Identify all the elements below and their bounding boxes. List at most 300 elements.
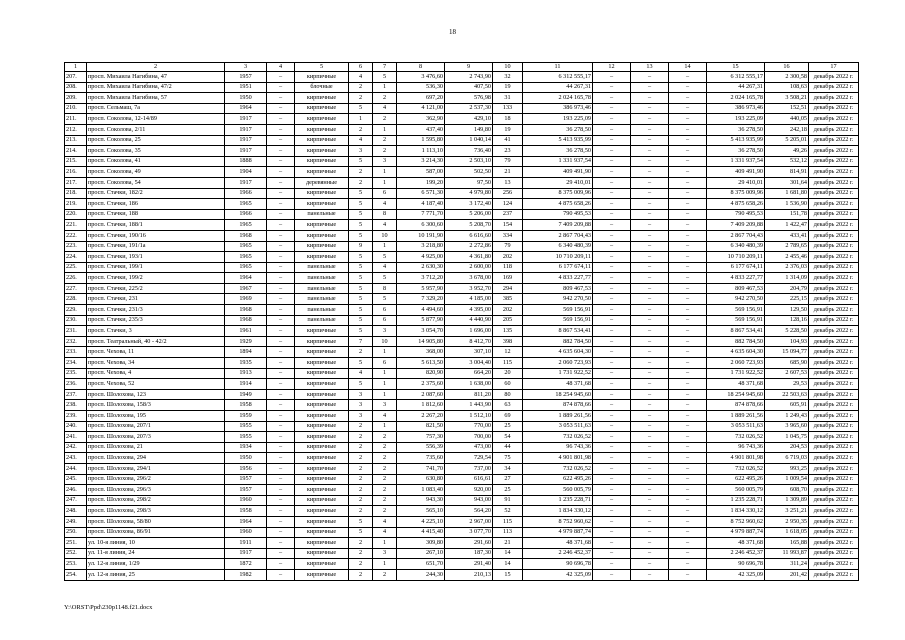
table-cell: кирпичные — [295, 400, 349, 411]
table-cell: 14 — [493, 559, 523, 570]
table-cell: – — [669, 569, 707, 580]
table-cell: 31 — [493, 93, 523, 104]
table-cell: – — [593, 252, 631, 263]
table-cell: – — [631, 379, 669, 390]
table-cell: 1917 — [225, 124, 267, 135]
table-cell: 1960 — [225, 527, 267, 538]
table-cell: – — [267, 177, 295, 188]
table-cell: – — [669, 188, 707, 199]
table-cell: 2 607,53 — [765, 368, 809, 379]
table-row — [65, 442, 859, 453]
table-cell: 1 045,75 — [765, 432, 809, 443]
table-cell: 5 957,90 — [397, 283, 445, 294]
table-cell: 1917 — [225, 114, 267, 125]
table-cell: – — [267, 82, 295, 93]
column-header: 2 — [87, 63, 225, 72]
table-cell: просп. Шолохова, 86/91 — [87, 527, 225, 538]
table-row — [65, 305, 859, 316]
table-cell: – — [669, 516, 707, 527]
table-cell: – — [593, 315, 631, 326]
table-cell: декабрь 2022 г. — [809, 379, 859, 390]
table-row — [65, 569, 859, 580]
table-cell: 1 681,80 — [765, 188, 809, 199]
table-cell: 6 719,03 — [765, 453, 809, 464]
table-cell: 219. — [65, 199, 87, 210]
table-cell: – — [593, 400, 631, 411]
table-cell: декабрь 2022 г. — [809, 358, 859, 369]
table-cell: 25 — [493, 421, 523, 432]
table-cell: 5 — [349, 273, 373, 284]
table-cell: 409 491,90 — [707, 167, 765, 178]
table-cell: 79 — [493, 241, 523, 252]
table-cell: 294 — [493, 283, 523, 294]
table-cell: просп. Шолохова, 296/3 — [87, 485, 225, 496]
table-cell: просп. Чехова, 34 — [87, 358, 225, 369]
table-cell: 560 005,79 — [707, 485, 765, 496]
table-cell: 536,30 — [397, 82, 445, 93]
table-cell: 6 312 555,17 — [707, 72, 765, 83]
table-cell: просп. Михаила Нагибина, 47 — [87, 72, 225, 83]
table-row — [65, 379, 859, 390]
table-cell: декабрь 2022 г. — [809, 538, 859, 549]
table-cell: – — [267, 114, 295, 125]
table-cell: 5 — [373, 294, 397, 305]
column-header: 15 — [707, 63, 765, 72]
table-cell: – — [631, 453, 669, 464]
table-cell: кирпичные — [295, 220, 349, 231]
table-cell: 3 — [373, 156, 397, 167]
table-cell: декабрь 2022 г. — [809, 453, 859, 464]
table-cell: – — [631, 559, 669, 570]
table-cell: 1917 — [225, 135, 267, 146]
table-row — [65, 453, 859, 464]
table-cell: – — [267, 432, 295, 443]
table-cell: – — [593, 230, 631, 241]
table-cell: просп. Шолохова, 298/3 — [87, 506, 225, 517]
table-cell: 741,70 — [397, 463, 445, 474]
table-cell: 4 — [373, 516, 397, 527]
table-cell: просп. Стачки, 182/2 — [87, 188, 225, 199]
table-cell: – — [669, 421, 707, 432]
table-cell: 942 270,50 — [707, 294, 765, 305]
table-cell: 8 375 009,96 — [523, 188, 593, 199]
table-cell: 90 696,78 — [523, 559, 593, 570]
column-header: 14 — [669, 63, 707, 72]
table-cell: 20 — [493, 368, 523, 379]
table-cell: 18 254 945,60 — [523, 389, 593, 400]
table-cell: 3 952,70 — [445, 283, 493, 294]
table-cell: просп. Сельмаш, 7а — [87, 103, 225, 114]
table-cell: 60 — [493, 379, 523, 390]
table-cell: просп. Чехова, 11 — [87, 347, 225, 358]
table-row — [65, 315, 859, 326]
table-cell: декабрь 2022 г. — [809, 262, 859, 273]
table-cell: 19 — [493, 124, 523, 135]
table-cell: – — [267, 230, 295, 241]
table-cell: 3 — [373, 326, 397, 337]
table-cell: – — [669, 103, 707, 114]
table-cell: 2 375,60 — [397, 379, 445, 390]
table-cell: панельные — [295, 315, 349, 326]
table-cell: 4 — [373, 262, 397, 273]
table-cell: кирпичные — [295, 72, 349, 83]
table-cell: декабрь 2022 г. — [809, 389, 859, 400]
table-cell: 236. — [65, 379, 87, 390]
table-cell: – — [631, 421, 669, 432]
table-cell: просп. Шолохова, 207/1 — [87, 421, 225, 432]
column-header: 6 — [349, 63, 373, 72]
table-cell: просп. Стачки, 231/3 — [87, 305, 225, 316]
table-cell: 4 833 227,77 — [707, 273, 765, 284]
table-cell: 2 — [349, 82, 373, 93]
table-cell: 4 925,00 — [397, 252, 445, 263]
table-cell: – — [631, 432, 669, 443]
table-cell: 2 — [349, 474, 373, 485]
table-cell: – — [631, 82, 669, 93]
table-cell: декабрь 2022 г. — [809, 485, 859, 496]
table-cell: – — [631, 241, 669, 252]
table-cell: 113 — [493, 527, 523, 538]
table-cell: – — [669, 538, 707, 549]
table-cell: 5 — [349, 209, 373, 220]
table-cell: 433,41 — [765, 230, 809, 241]
table-row — [65, 411, 859, 422]
table-cell: 2 — [373, 495, 397, 506]
table-row — [65, 93, 859, 104]
table-cell: 398 — [493, 336, 523, 347]
table-cell: 3 476,60 — [397, 72, 445, 83]
table-cell: 735,60 — [397, 453, 445, 464]
table-cell: – — [669, 326, 707, 337]
column-header: 16 — [765, 63, 809, 72]
table-cell: 151,78 — [765, 209, 809, 220]
table-cell: 42 325,09 — [707, 569, 765, 580]
table-cell: – — [669, 146, 707, 157]
table-cell: 5 — [349, 283, 373, 294]
column-header: 12 — [593, 63, 631, 72]
table-cell: кирпичные — [295, 336, 349, 347]
table-cell: декабрь 2022 г. — [809, 336, 859, 347]
table-cell: 217. — [65, 177, 87, 188]
table-cell: просп. Стачки, 3 — [87, 326, 225, 337]
table-cell: просп. Шолохова, 123 — [87, 389, 225, 400]
table-row — [65, 347, 859, 358]
table-row — [65, 72, 859, 83]
table-cell: – — [593, 358, 631, 369]
table-cell: кирпичные — [295, 559, 349, 570]
table-cell: 564,20 — [445, 506, 493, 517]
table-cell: – — [267, 103, 295, 114]
table-cell: 409 491,90 — [523, 167, 593, 178]
table-cell: 5 — [349, 315, 373, 326]
table-cell: 8 412,70 — [445, 336, 493, 347]
column-header: 8 — [397, 63, 445, 72]
table-cell: – — [593, 177, 631, 188]
table-row — [65, 495, 859, 506]
table-cell: 1 — [373, 368, 397, 379]
table-cell: 48 371,68 — [523, 379, 593, 390]
table-cell: 1 — [373, 124, 397, 135]
table-cell: 108,63 — [765, 82, 809, 93]
table-cell: 248. — [65, 506, 87, 517]
table-cell: – — [631, 220, 669, 231]
table-cell: декабрь 2022 г. — [809, 432, 859, 443]
table-cell: панельные — [295, 283, 349, 294]
table-cell: 1917 — [225, 548, 267, 559]
table-cell: кирпичные — [295, 432, 349, 443]
table-row — [65, 209, 859, 220]
table-cell: 1958 — [225, 506, 267, 517]
table-cell: – — [593, 538, 631, 549]
table-cell: 2 503,10 — [445, 156, 493, 167]
table-cell: – — [631, 167, 669, 178]
table-cell: 1 834 330,12 — [707, 506, 765, 517]
table-cell: 199,20 — [397, 177, 445, 188]
table-cell: 5 205,01 — [765, 135, 809, 146]
table-cell: просп. Стачки, 231 — [87, 294, 225, 305]
table-cell: 4 440,90 — [445, 315, 493, 326]
table-cell: 1 040,14 — [445, 135, 493, 146]
table-cell: – — [669, 294, 707, 305]
table-cell: 809 467,53 — [707, 283, 765, 294]
table-cell: – — [669, 411, 707, 422]
table-cell: – — [631, 527, 669, 538]
table-cell: – — [669, 167, 707, 178]
table-cell: 1 638,00 — [445, 379, 493, 390]
table-cell: 12 — [493, 347, 523, 358]
table-cell: – — [631, 474, 669, 485]
table-cell: 1968 — [225, 315, 267, 326]
table-cell: 6 — [373, 188, 397, 199]
table-cell: 5 — [349, 294, 373, 305]
table-cell: 2 — [349, 432, 373, 443]
table-cell: декабрь 2022 г. — [809, 495, 859, 506]
table-cell: – — [631, 336, 669, 347]
table-cell: 1955 — [225, 432, 267, 443]
table-cell: ул. 11-я линия, 24 — [87, 548, 225, 559]
table-cell: 5 — [349, 252, 373, 263]
table-cell: – — [267, 516, 295, 527]
table-cell: 115 — [493, 358, 523, 369]
table-cell: 473,00 — [445, 442, 493, 453]
table-cell: 234. — [65, 358, 87, 369]
table-cell: – — [267, 400, 295, 411]
table-cell: 44 — [493, 442, 523, 453]
table-cell: кирпичные — [295, 230, 349, 241]
table-cell: 1950 — [225, 453, 267, 464]
table-cell: 874 878,66 — [523, 400, 593, 411]
table-cell: – — [669, 82, 707, 93]
table-cell: 243. — [65, 453, 87, 464]
table-cell: 15 094,77 — [765, 347, 809, 358]
table-cell: 208. — [65, 82, 87, 93]
table-cell: – — [593, 156, 631, 167]
table-cell: 2 950,35 — [765, 516, 809, 527]
table-cell: кирпичные — [295, 379, 349, 390]
table-cell: 8 752 960,62 — [523, 516, 593, 527]
table-row — [65, 283, 859, 294]
table-cell: 820,90 — [397, 368, 445, 379]
table-cell: декабрь 2022 г. — [809, 220, 859, 231]
table-cell: 21 — [493, 167, 523, 178]
table-cell: 882 784,50 — [523, 336, 593, 347]
table-cell: 25 — [493, 485, 523, 496]
table-cell: – — [267, 294, 295, 305]
table-cell: просп. Стачки, 188 — [87, 209, 225, 220]
table-cell: 96 743,36 — [523, 442, 593, 453]
table-cell: – — [631, 442, 669, 453]
table-cell: 7 771,70 — [397, 209, 445, 220]
table-cell: 732 026,52 — [523, 432, 593, 443]
table-cell: 1969 — [225, 294, 267, 305]
table-cell: 251. — [65, 538, 87, 549]
table-cell: панельные — [295, 209, 349, 220]
table-cell: – — [593, 93, 631, 104]
table-cell: – — [593, 559, 631, 570]
table-cell: 1 113,10 — [397, 146, 445, 157]
table-cell: просп. Соколова, 35 — [87, 146, 225, 157]
table-cell: 229. — [65, 305, 87, 316]
table-cell: – — [669, 548, 707, 559]
table-cell: декабрь 2022 г. — [809, 209, 859, 220]
table-cell: 2 267,20 — [397, 411, 445, 422]
table-cell: 226. — [65, 273, 87, 284]
table-cell: 291,40 — [445, 559, 493, 570]
table-cell: 48 371,68 — [707, 379, 765, 390]
table-cell: 8 375 009,96 — [707, 188, 765, 199]
table-cell: 3 — [373, 400, 397, 411]
table-cell: – — [267, 485, 295, 496]
table-cell: – — [593, 188, 631, 199]
table-cell: 18 — [493, 114, 523, 125]
table-cell: 10 710 209,11 — [523, 252, 593, 263]
table-cell: 1965 — [225, 199, 267, 210]
table-cell: 770,00 — [445, 421, 493, 432]
table-cell: 1964 — [225, 273, 267, 284]
table-cell: 2 — [373, 506, 397, 517]
table-cell: кирпичные — [295, 124, 349, 135]
table-cell: 242. — [65, 442, 87, 453]
table-cell: 2 — [373, 569, 397, 580]
table-cell: декабрь 2022 г. — [809, 188, 859, 199]
table-cell: 36 278,50 — [707, 124, 765, 135]
table-cell: 3 — [349, 146, 373, 157]
table-cell: 3 508,21 — [765, 93, 809, 104]
table-cell: – — [593, 146, 631, 157]
table-cell: декабрь 2022 г. — [809, 326, 859, 337]
table-cell: просп. Стачки, 225/2 — [87, 283, 225, 294]
table-cell: 790 495,53 — [523, 209, 593, 220]
table-cell: 368,00 — [397, 347, 445, 358]
table-cell: 245. — [65, 474, 87, 485]
table-cell: – — [669, 400, 707, 411]
table-cell: – — [669, 199, 707, 210]
table-cell: 1 314,09 — [765, 273, 809, 284]
table-cell: 565,10 — [397, 506, 445, 517]
table-cell: 237 — [493, 209, 523, 220]
table-cell: ул. 12-я линия, 1/29 — [87, 559, 225, 570]
table-cell: 252. — [65, 548, 87, 559]
table-cell: ул. 10-я линия, 10 — [87, 538, 225, 549]
table-cell: 54 — [493, 432, 523, 443]
table-cell: 1955 — [225, 421, 267, 432]
table-cell: просп. Соколова, 49 — [87, 167, 225, 178]
table-cell: просп. Стачки, 186 — [87, 199, 225, 210]
table-cell: 1935 — [225, 358, 267, 369]
table-cell: 10 710 209,11 — [707, 252, 765, 263]
table-cell: 2 — [373, 453, 397, 464]
table-cell: 246. — [65, 485, 87, 496]
table-cell: 204,53 — [765, 442, 809, 453]
table-cell: – — [631, 103, 669, 114]
table-cell: – — [669, 506, 707, 517]
table-cell: – — [631, 294, 669, 305]
table-cell: 1917 — [225, 177, 267, 188]
table-cell: 1968 — [225, 305, 267, 316]
table-cell: 4 635 604,30 — [523, 347, 593, 358]
table-cell: 2 — [373, 432, 397, 443]
table-cell: 202 — [493, 305, 523, 316]
table-cell: 1959 — [225, 411, 267, 422]
column-header: 4 — [267, 63, 295, 72]
table-cell: 2 060 723,93 — [707, 358, 765, 369]
table-cell: 2 — [349, 347, 373, 358]
table-cell: 5 208,70 — [445, 220, 493, 231]
table-cell: 152,51 — [765, 103, 809, 114]
table-cell: 1888 — [225, 156, 267, 167]
table-cell: 5 — [373, 273, 397, 284]
table-cell: – — [593, 72, 631, 83]
table-cell: 5 — [373, 252, 397, 263]
table-cell: 2 — [349, 463, 373, 474]
table-cell: 757,30 — [397, 432, 445, 443]
table-cell: – — [631, 463, 669, 474]
table-cell: 7 — [349, 336, 373, 347]
table-cell: 1917 — [225, 146, 267, 157]
table-cell: 2 455,46 — [765, 252, 809, 263]
table-cell: 790 495,53 — [707, 209, 765, 220]
table-cell: 3 218,80 — [397, 241, 445, 252]
table-cell: 232. — [65, 336, 87, 347]
table-cell: 576,98 — [445, 93, 493, 104]
table-cell: – — [593, 463, 631, 474]
table-cell: 309,80 — [397, 538, 445, 549]
table-cell: декабрь 2022 г. — [809, 442, 859, 453]
table-cell: 237. — [65, 389, 87, 400]
table-cell: 3 712,20 — [397, 273, 445, 284]
table-cell: декабрь 2022 г. — [809, 252, 859, 263]
table-cell: – — [669, 559, 707, 570]
table-cell: 4 901 801,98 — [523, 453, 593, 464]
table-cell: 90 696,78 — [707, 559, 765, 570]
table-cell: – — [267, 146, 295, 157]
table-cell: 10 — [373, 230, 397, 241]
table-cell: 3 — [349, 411, 373, 422]
table-cell: 8 — [373, 283, 397, 294]
table-cell: просп. Михаила Нагибина, 57 — [87, 93, 225, 104]
table-cell: 91 — [493, 495, 523, 506]
table-cell: – — [267, 442, 295, 453]
table-cell: 2 — [349, 167, 373, 178]
table-cell: декабрь 2022 г. — [809, 411, 859, 422]
table-cell: 6 — [373, 305, 397, 316]
table-cell: 1 — [373, 167, 397, 178]
table-cell: 241. — [65, 432, 87, 443]
table-cell: – — [669, 114, 707, 125]
table-cell: 1872 — [225, 559, 267, 570]
table-cell: просп. Шолохова, 296/2 — [87, 474, 225, 485]
table-cell: 2 — [349, 569, 373, 580]
